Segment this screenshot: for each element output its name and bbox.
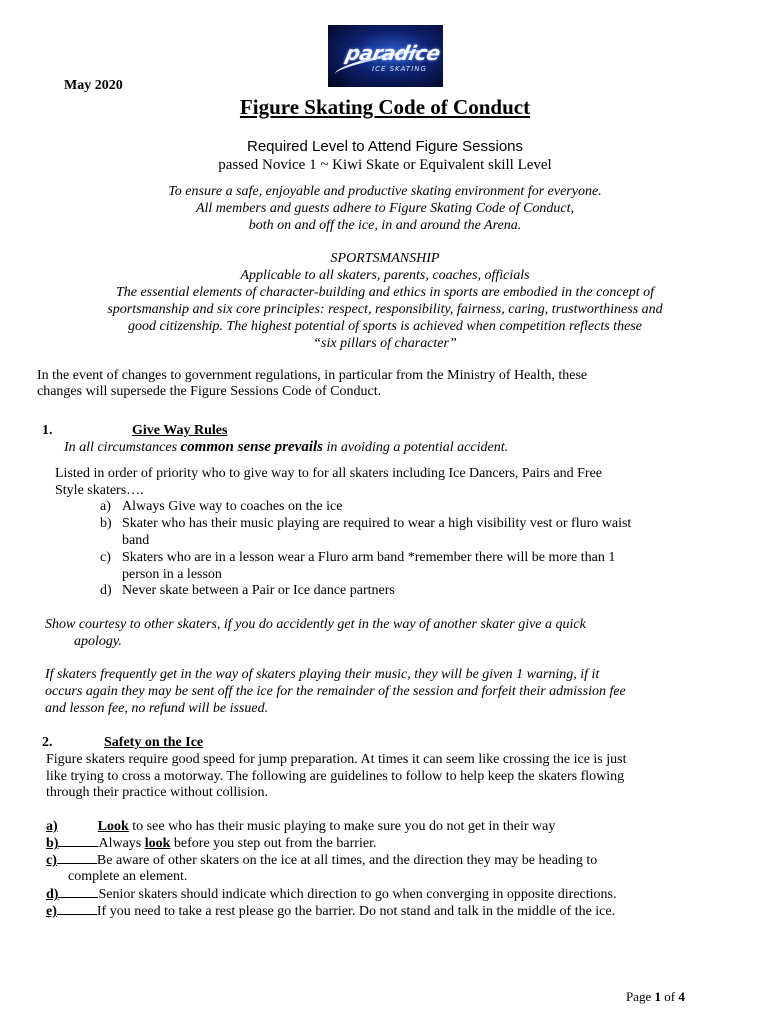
- safety-label: a): [46, 819, 58, 834]
- list-text: Skater who has their music playing are required to wear a high visibility vest or fluro waist: [122, 516, 632, 531]
- list-text-cont: person in a lesson: [122, 567, 222, 582]
- sportsmanship-line: good citizenship. The highest potential of sports is achieved when competition reflects these: [128, 319, 642, 334]
- list-text: Skaters who are in a lesson wear a Fluro arm band *remember there will be more than 1: [122, 550, 616, 565]
- safety-item: [46, 902, 615, 920]
- label-underline: [58, 834, 98, 847]
- safety-item: [46, 851, 597, 869]
- intro-line: All members and guests adhere to Figure Skating Code of Conduct,: [195, 201, 575, 216]
- safety-text: Senior skaters should indicate which direction to go when converging in opposite directions.: [98, 887, 617, 902]
- logo-tagline: ICE SKATING: [372, 65, 427, 73]
- government-line: In the event of changes to government regulations, in particular from the Ministry of Health, these: [37, 368, 588, 383]
- government-line: changes will supersede the Figure Sessions Code of Conduct.: [37, 384, 382, 399]
- safety-item: [46, 834, 376, 852]
- safety-label: b): [46, 836, 59, 851]
- list-item: [100, 498, 342, 515]
- section1-heading: Give Way Rules: [132, 423, 228, 438]
- safety-label: d): [46, 887, 59, 902]
- intro-line: To ensure a safe, enjoyable and productive skating environment for everyone.: [168, 184, 602, 199]
- listed-line: Listed in order of priority who to give way to for all skaters including Ice Dancers, Pairs and Free: [55, 466, 603, 481]
- warning-line: and lesson fee, no refund will be issued.: [45, 701, 269, 716]
- section2-heading: Safety on the Ice: [104, 735, 204, 750]
- section2-number: 2.: [42, 735, 53, 750]
- list-item: [100, 515, 631, 532]
- page-current: 1: [654, 989, 662, 1004]
- list-item: [100, 549, 615, 566]
- safety-label: c): [46, 853, 57, 868]
- safety-bold: look: [144, 836, 171, 851]
- of-word: of: [661, 989, 679, 1004]
- label-underline: [58, 885, 98, 898]
- safety-item: [46, 818, 555, 835]
- section2-intro-line: through their practice without collision.: [46, 785, 269, 800]
- novice-level: passed Novice 1 ~ Kiwi Skate or Equivalent skill Level: [218, 157, 552, 173]
- list-text-cont: band: [122, 533, 150, 548]
- list-item: [100, 582, 395, 599]
- section2-intro-line: like trying to cross a motorway. The following are guidelines to follow to help keep the skaters flowing: [46, 769, 625, 784]
- list-text: Never skate between a Pair or Ice dance partners: [122, 583, 395, 598]
- intro-line: both on and off the ice, in and around the Arena.: [248, 218, 522, 233]
- paradice-logo: [328, 25, 443, 87]
- label-underline: [57, 851, 97, 864]
- safety-text: Be aware of other skaters on the ice at all times, and the direction they may be heading to: [96, 853, 598, 868]
- safety-text: before you step out from the barrier.: [170, 836, 377, 851]
- required-level: Required Level to Attend Figure Sessions: [247, 138, 523, 155]
- logo-wordmark: paradice: [343, 41, 443, 65]
- safety-item: [46, 885, 616, 903]
- lead-post: in avoiding a potential accident.: [323, 440, 509, 455]
- safety-pre: Always: [98, 836, 145, 851]
- page-total: 4: [678, 989, 685, 1004]
- document-date: May 2020: [64, 78, 123, 93]
- warning-line: occurs again they may be sent off the ice for the remainder of the session and forfeit their admission fee: [45, 684, 626, 699]
- sportsmanship-heading: SPORTSMANSHIP: [330, 251, 440, 266]
- warning-line: If skaters frequently get in the way of skaters playing their music, they will be given 1 warning, if it: [45, 667, 600, 682]
- safety-text: to see who has their music playing to make sure you do not get in their way: [128, 819, 556, 834]
- sportsmanship-line: Applicable to all skaters, parents, coaches, officials: [240, 268, 530, 283]
- page-title: Figure Skating Code of Conduct: [239, 95, 531, 119]
- listed-line: Style skaters….: [55, 483, 144, 498]
- safety-cont: complete an element.: [68, 869, 188, 884]
- safety-text: If you need to take a rest please go the barrier. Do not stand and talk in the middle of the ice.: [96, 904, 616, 919]
- courtesy-line: Show courtesy to other skaters, if you do accidently get in the way of another skater give a quick: [45, 617, 586, 632]
- sportsmanship-line: sportsmanship and six core principles: respect, responsibility, fairness, caring, trustworthiness and: [107, 302, 663, 317]
- list-label: b): [100, 516, 112, 531]
- page-word: Page: [626, 989, 655, 1004]
- courtesy-line: apology.: [74, 634, 122, 649]
- safety-bold: Look: [97, 819, 129, 834]
- sportsmanship-line: “six pillars of character”: [313, 336, 457, 351]
- section2-intro-line: Figure skaters require good speed for jump preparation. At times it can seem like crossing the ice is just: [46, 752, 627, 767]
- section1-number: 1.: [42, 423, 53, 438]
- list-label: a): [100, 499, 111, 514]
- lead-bold: common sense prevails: [180, 439, 324, 455]
- sportsmanship-line: The essential elements of character-building and ethics in sports are embodied in the concept of: [115, 285, 655, 300]
- page-number: [626, 989, 685, 1005]
- list-text: Always Give way to coaches on the ice: [122, 499, 343, 514]
- safety-label: e): [46, 904, 57, 919]
- list-label: c): [100, 550, 111, 565]
- list-label: d): [100, 583, 112, 598]
- lead-pre: In all circumstances: [64, 440, 181, 455]
- label-underline: [57, 902, 97, 915]
- section1-lead: [64, 439, 508, 456]
